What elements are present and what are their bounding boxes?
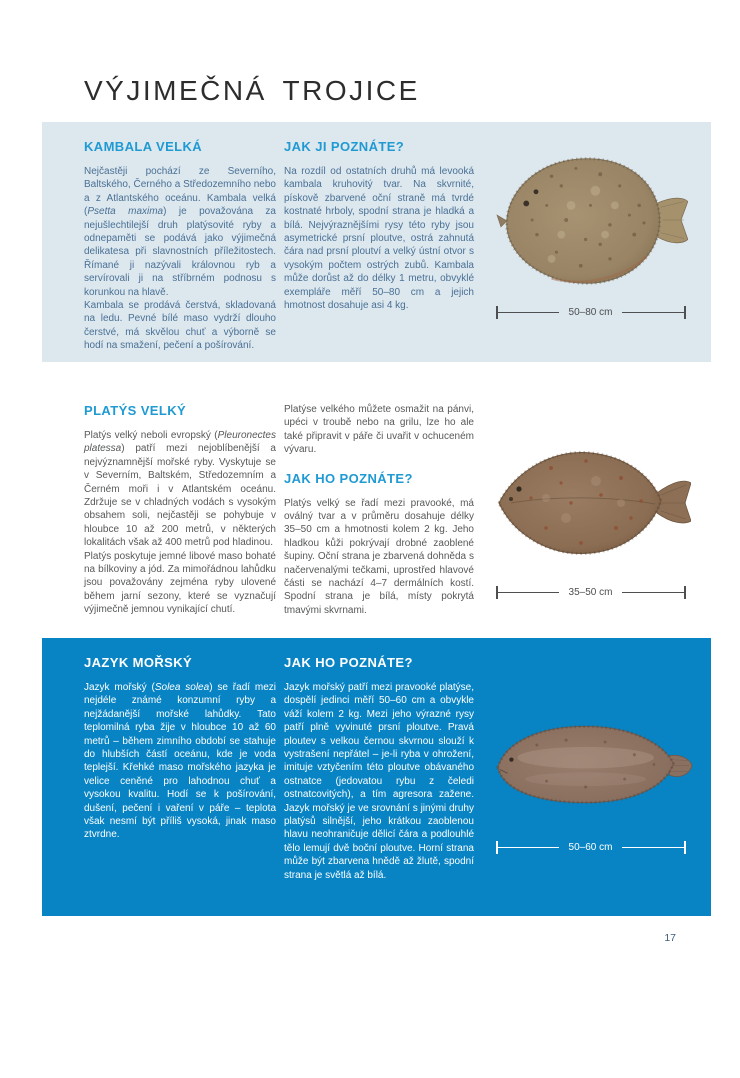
text-run: Jazyk mořský (: [84, 682, 155, 693]
scale-line: [622, 847, 683, 849]
jazyk-paragraph-1: [84, 681, 276, 842]
scale-tick-right: [684, 586, 686, 599]
jazyk-heading: JAZYK MOŘSKÝ: [84, 655, 193, 670]
platys-measurement-label: 35–50 cm: [568, 587, 613, 598]
text-run: ) patří mezi nejoblíbenější a nejvýznamnější mořské ryby. Vyskytuje se v Severním, Baltském, Středozemním a Černém moři i v Atlantském oceánu. Zdržuje se v chladných vodách s vysokým obsahem soli, nejčastěji se pohybuje v hloubce 10 až 200 metrů, v některých lokalitách však až 400 metrů pod hladinou.: [84, 443, 276, 549]
kambala-measurement-scale: [496, 306, 686, 319]
text-run: Nejčastěji pochází ze Severního, Baltského, Černého a Středozemního nebo a z Atlantského oceánu. Kambala velká (: [84, 166, 276, 218]
text-run: Platýs velký neboli evropský (: [84, 430, 218, 441]
latin-name: Pleuronectes platessa: [84, 430, 276, 455]
kambala-paragraph-1: [84, 165, 276, 299]
kambala-measurement-label: 50–80 cm: [568, 307, 613, 318]
platys-left-column: [84, 403, 276, 617]
latin-name: Psetta maxima: [87, 206, 164, 218]
platys-heading: PLATÝS VELKÝ: [84, 403, 187, 418]
platys-right-column: [284, 403, 474, 617]
jazyk-left-column: [84, 655, 276, 916]
text-run: ) se řadí mezi nejdéle známé konzumní ryby a nejžádanější mořské lahůdky. Tato teplomilná ryba žije v hloubce 10 až 60 metrů – během zimního období se stahuje do hlubších částí oceánu, kde je voda teplejší. Křehké maso mořského jazyka je velice ceněné pro lahodnou chuť a vysokou kvalitu. Hodí se k pošírování, dušení, pečení i vaření v páře – teplota však nesmí být příliš vysoká, jinak maso ztvrdne.: [84, 682, 277, 841]
scale-tick-right: [684, 306, 686, 319]
kambala-right-column: [284, 139, 474, 362]
jazyk-measurement-scale: [496, 841, 686, 854]
plaice-fish-image: [491, 433, 691, 573]
platys-figure: [482, 403, 699, 617]
scale-line: [498, 847, 559, 849]
turbot-fish-image: [493, 147, 688, 293]
section-jazyk-morsky: [42, 638, 711, 916]
kambala-heading: KAMBALA VELKÁ: [84, 139, 203, 154]
jazyk-measurement-label: 50–60 cm: [568, 842, 613, 853]
sole-fish-image: [488, 701, 693, 828]
kambala-howto-heading: JAK JI POZNÁTE?: [284, 139, 405, 154]
platys-howto-paragraph: Platýs velký se řadí mezi pravooké, má oválný tvar a v průměru dosahuje délky 35–50 cm a hmotnosti kolem 2 kg. Jeho hladkou kůži pokrývají drobné zaoblené šupiny. Oční strana je zbarvená dohněda s načervenalými tečkami, uprostřed hlavové části se nachází 4–7 dermálních kostí. Spodní strana je bílá, místy pokrytá tmavými skvrnami.: [284, 497, 474, 616]
page-title: VÝJIMEČNÁ TROJICE: [84, 75, 420, 106]
scale-line: [622, 592, 683, 594]
text-run: ) je považována za nejušlechtilejší druh platýsovité ryby a odnepaměti se podává jako výjimečná delikatesa při slavnostních příležitostech. Římané ji nazývali královnou ryb a servírovali ji na stříbrném podnosu s korunkou na hlavě.: [84, 206, 276, 298]
platys-measurement-scale: [496, 586, 686, 599]
kambala-paragraph-2: Kambala se prodává čerstvá, skladovaná na ledu. Pevné bílé maso vydrží dlouho čerstvé, má skvělou chuť a výborně se hodí na smažení, pečení a pošírování.: [84, 300, 276, 352]
platys-paragraph-2: Platýs poskytuje jemné libové maso bohaté na bílkoviny a jód. Za mimořádnou lahůdku jsou považovány zejména ryby ulovené během jarní sezony, které se vyznačují výjimečně jemnou vynikající chutí.: [84, 550, 276, 616]
platys-howto-heading: JAK HO POZNÁTE?: [284, 470, 413, 486]
jazyk-howto-heading: JAK HO POZNÁTE?: [284, 655, 413, 670]
jazyk-right-column: [284, 655, 474, 916]
section-kambala-velka: [42, 122, 711, 362]
platys-paragraph-1: [84, 429, 276, 550]
kambala-figure: [482, 139, 699, 362]
jazyk-howto-paragraph: Jazyk mořský patří mezi pravooké platýse, dospělí jedinci měří 50–60 cm a obvykle váží kolem 2 kg. Mezi jeho výrazné rysy patří plně vyvinuté prsní ploutve. Pravá ploutev s velkou černou skvrnou slouží k vystrašení nepřátel – je-li ryba v ohrožení, imituje vztyčením této ploutve obávaného ostnatce (jedovatou rybu z čeledi ostnatcovitých), a tím agresora zažene. Jazyk mořský je ve srovnání s jinými druhy platýsů silnější, jeho krátkou zaoblenou hlavu neohraničuje dělicí čára a podlouhlé tělo lemují dvě boční ploutve. Horní strana může být zbarvena hnědě až žlutě, spodní strana je světlá až bílá.: [284, 682, 474, 881]
scale-line: [498, 592, 559, 594]
kambala-left-column: [84, 139, 276, 362]
jazyk-figure: [482, 655, 699, 916]
latin-name: Solea solea: [154, 682, 210, 693]
platys-intro-paragraph: Platýse velkého můžete osmažit na pánvi, upéci v troubě nebo na grilu, lze ho ale také připravit v páře či uvařit v ochuceném vývaru.: [284, 404, 474, 456]
scale-line: [498, 312, 559, 314]
kambala-howto-paragraph: Na rozdíl od ostatních druhů má levooká kambala kruhovitý tvar. Na skvrnité, pískově zbarvené oční straně má tvrdé kostnaté hrboly, spodní strana je hladká a bílá. Nejvýraznějšími rysy této ryby jsou asymetrické prsní ploutve, ostrá zahnutá čára nad prsní ploutví a velký ústní otvor s vysokým počtem ostrých zubů. Kambala může dorůst až do délky 1 metru, obvyklé exempláře měří 50–80 cm a jejich hmotnost dosahuje asi 4 kg.: [284, 166, 474, 312]
section-platys-velky: [42, 386, 711, 616]
scale-line: [622, 312, 683, 314]
scale-tick-right: [684, 841, 686, 854]
page-number: 17: [664, 932, 676, 944]
